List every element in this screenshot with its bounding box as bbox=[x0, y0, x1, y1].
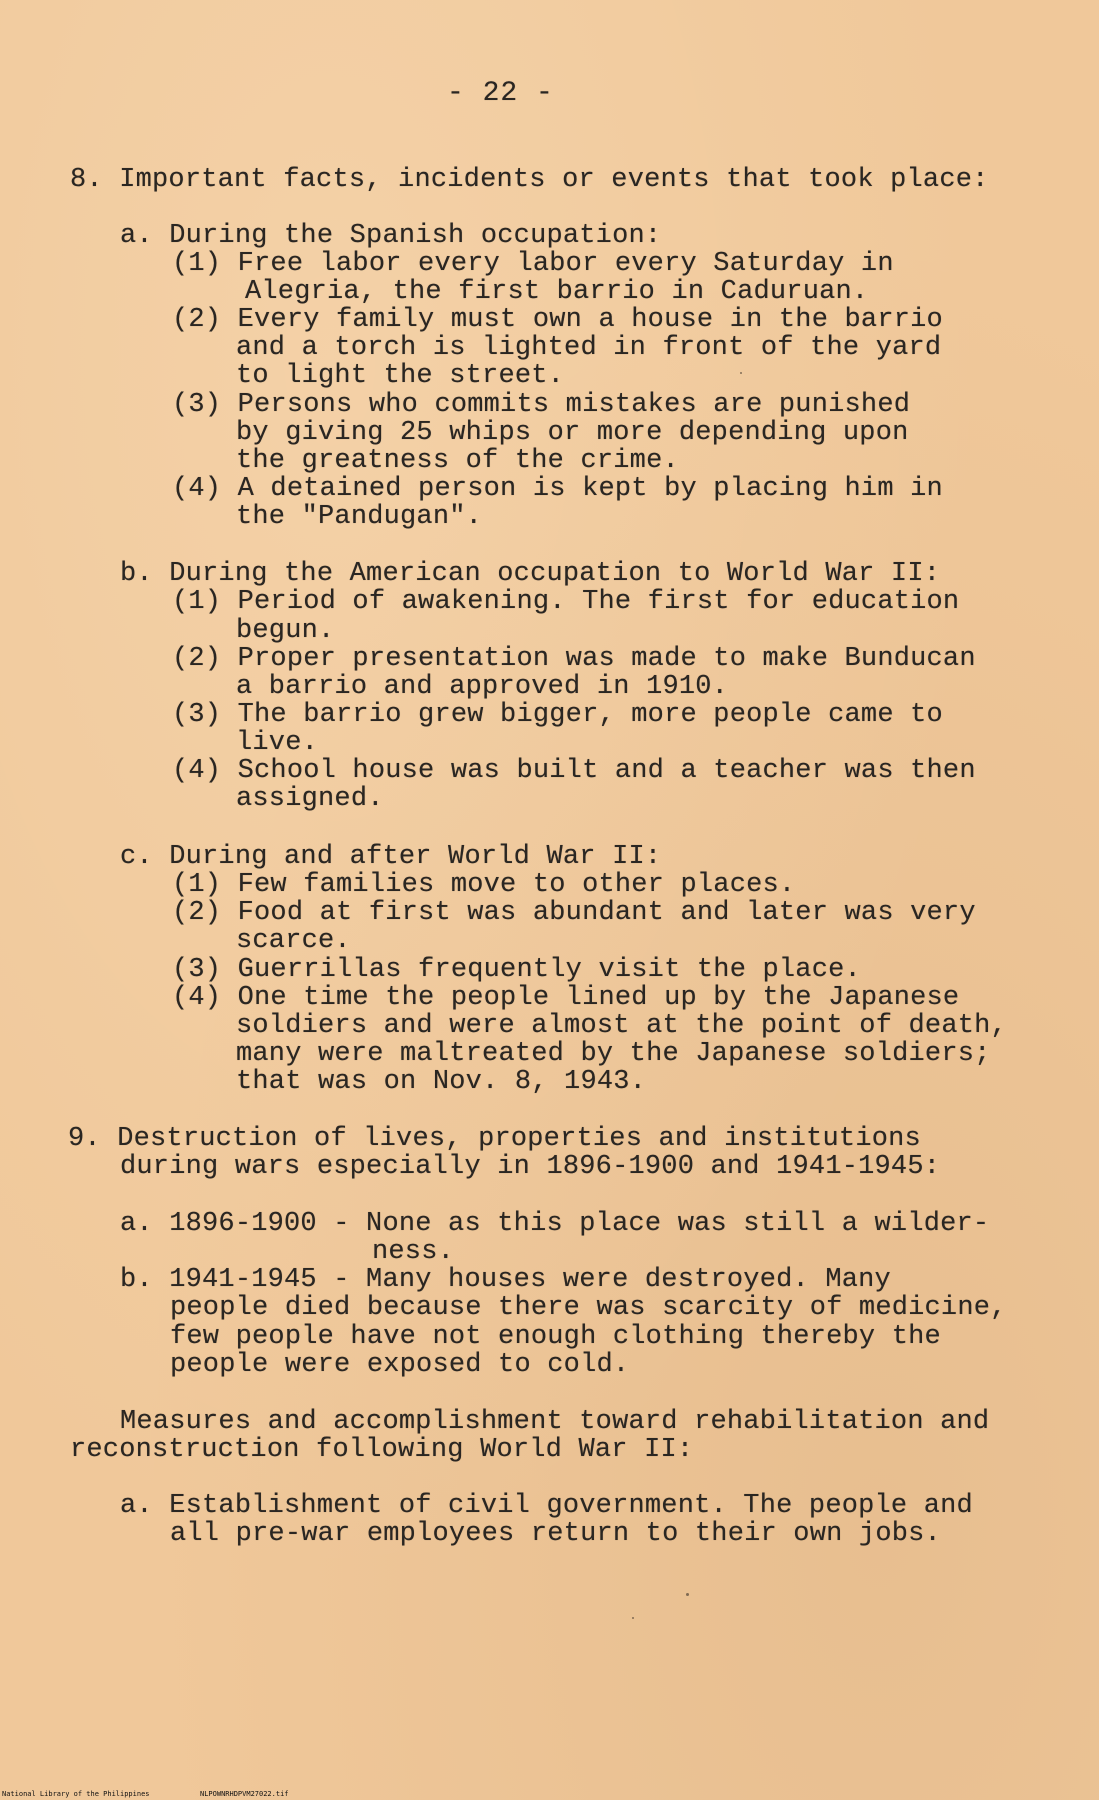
section-8a-line: by giving 25 whips or more depending upon bbox=[236, 418, 909, 448]
section-8a-line: to light the street. bbox=[236, 361, 565, 391]
section-8a-line: and a torch is lighted in front of the yard bbox=[236, 333, 942, 363]
section-8c-line: (3) Guerrillas frequently visit the place. bbox=[172, 955, 861, 985]
section-8c-title: c. During and after World War II: bbox=[120, 842, 662, 872]
section-8c-line: many were maltreated by the Japanese soldiers; bbox=[236, 1039, 991, 1069]
scan-speck bbox=[740, 372, 742, 374]
page-number: - 22 - bbox=[447, 78, 554, 109]
section-8a-line: (3) Persons who commits mistakes are punished bbox=[172, 390, 911, 420]
measures-a-line: all pre-war employees return to their own jobs. bbox=[170, 1519, 941, 1549]
section-8b-line: (3) The barrio grew bigger, more people came to bbox=[172, 700, 943, 730]
section-8b-line: (4) School house was built and a teacher was then bbox=[172, 756, 976, 786]
section-8a-line: the greatness of the crime. bbox=[236, 446, 679, 476]
section-9-heading: during wars especially in 1896-1900 and 1941-1945: bbox=[120, 1152, 941, 1182]
section-8b-line: a barrio and approved in 1910. bbox=[236, 672, 729, 702]
section-8a-line: (2) Every family must own a house in the barrio bbox=[172, 305, 943, 335]
scan-speck bbox=[686, 1593, 689, 1596]
measures-heading: reconstruction following World War II: bbox=[70, 1435, 694, 1465]
measures-a-line: a. Establishment of civil government. The people and bbox=[120, 1491, 973, 1521]
footer-file-name: NLPOWNRHDPVM27022.tif bbox=[200, 1790, 289, 1798]
section-8b-line: begun. bbox=[236, 616, 335, 646]
section-8a-line: Alegria, the first barrio in Caduruan. bbox=[245, 277, 869, 307]
section-8c-line: soldiers and were almost at the point of death, bbox=[236, 1011, 1007, 1041]
section-9b-line: people died because there was scarcity of medicine, bbox=[170, 1293, 1007, 1323]
footer-library-name: National Library of the Philippines bbox=[2, 1790, 150, 1798]
section-8a-line: the "Pandugan". bbox=[236, 502, 483, 532]
section-8c-line: (2) Food at first was abundant and later was very bbox=[172, 898, 976, 928]
section-8b-line: assigned. bbox=[236, 784, 384, 814]
section-9b-line: few people have not enough clothing thereby the bbox=[170, 1322, 941, 1352]
section-8c-line: (4) One time the people lined up by the Japanese bbox=[172, 983, 960, 1013]
section-8b-line: (1) Period of awakening. The first for education bbox=[172, 587, 960, 617]
section-9a-line: a. 1896-1900 - None as this place was still a wilder- bbox=[120, 1209, 990, 1239]
section-8c-line: (1) Few families move to other places. bbox=[172, 870, 796, 900]
section-8c-line: that was on Nov. 8, 1943. bbox=[236, 1067, 647, 1097]
section-8a-line: (4) A detained person is kept by placing him in bbox=[172, 474, 943, 504]
section-8b-line: live. bbox=[236, 728, 319, 758]
section-8c-line: scarce. bbox=[236, 926, 351, 956]
section-9a-line: ness. bbox=[372, 1237, 455, 1267]
section-8a-title: a. During the Spanish occupation: bbox=[120, 221, 662, 251]
measures-heading: Measures and accomplishment toward rehabilitation and bbox=[120, 1407, 990, 1437]
section-8b-title: b. During the American occupation to World War II: bbox=[120, 559, 941, 589]
section-8b-line: (2) Proper presentation was made to make Bunducan bbox=[172, 644, 976, 674]
section-9-heading: 9. Destruction of lives, properties and institutions bbox=[68, 1124, 921, 1154]
section-9b-line: people were exposed to cold. bbox=[170, 1350, 630, 1380]
section-8-heading: 8. Important facts, incidents or events that took place: bbox=[70, 165, 989, 195]
section-8a-line: (1) Free labor every labor every Saturday in bbox=[172, 249, 894, 279]
section-9b-line: b. 1941-1945 - Many houses were destroyed. Many bbox=[120, 1265, 891, 1295]
scan-speck bbox=[632, 1617, 634, 1619]
